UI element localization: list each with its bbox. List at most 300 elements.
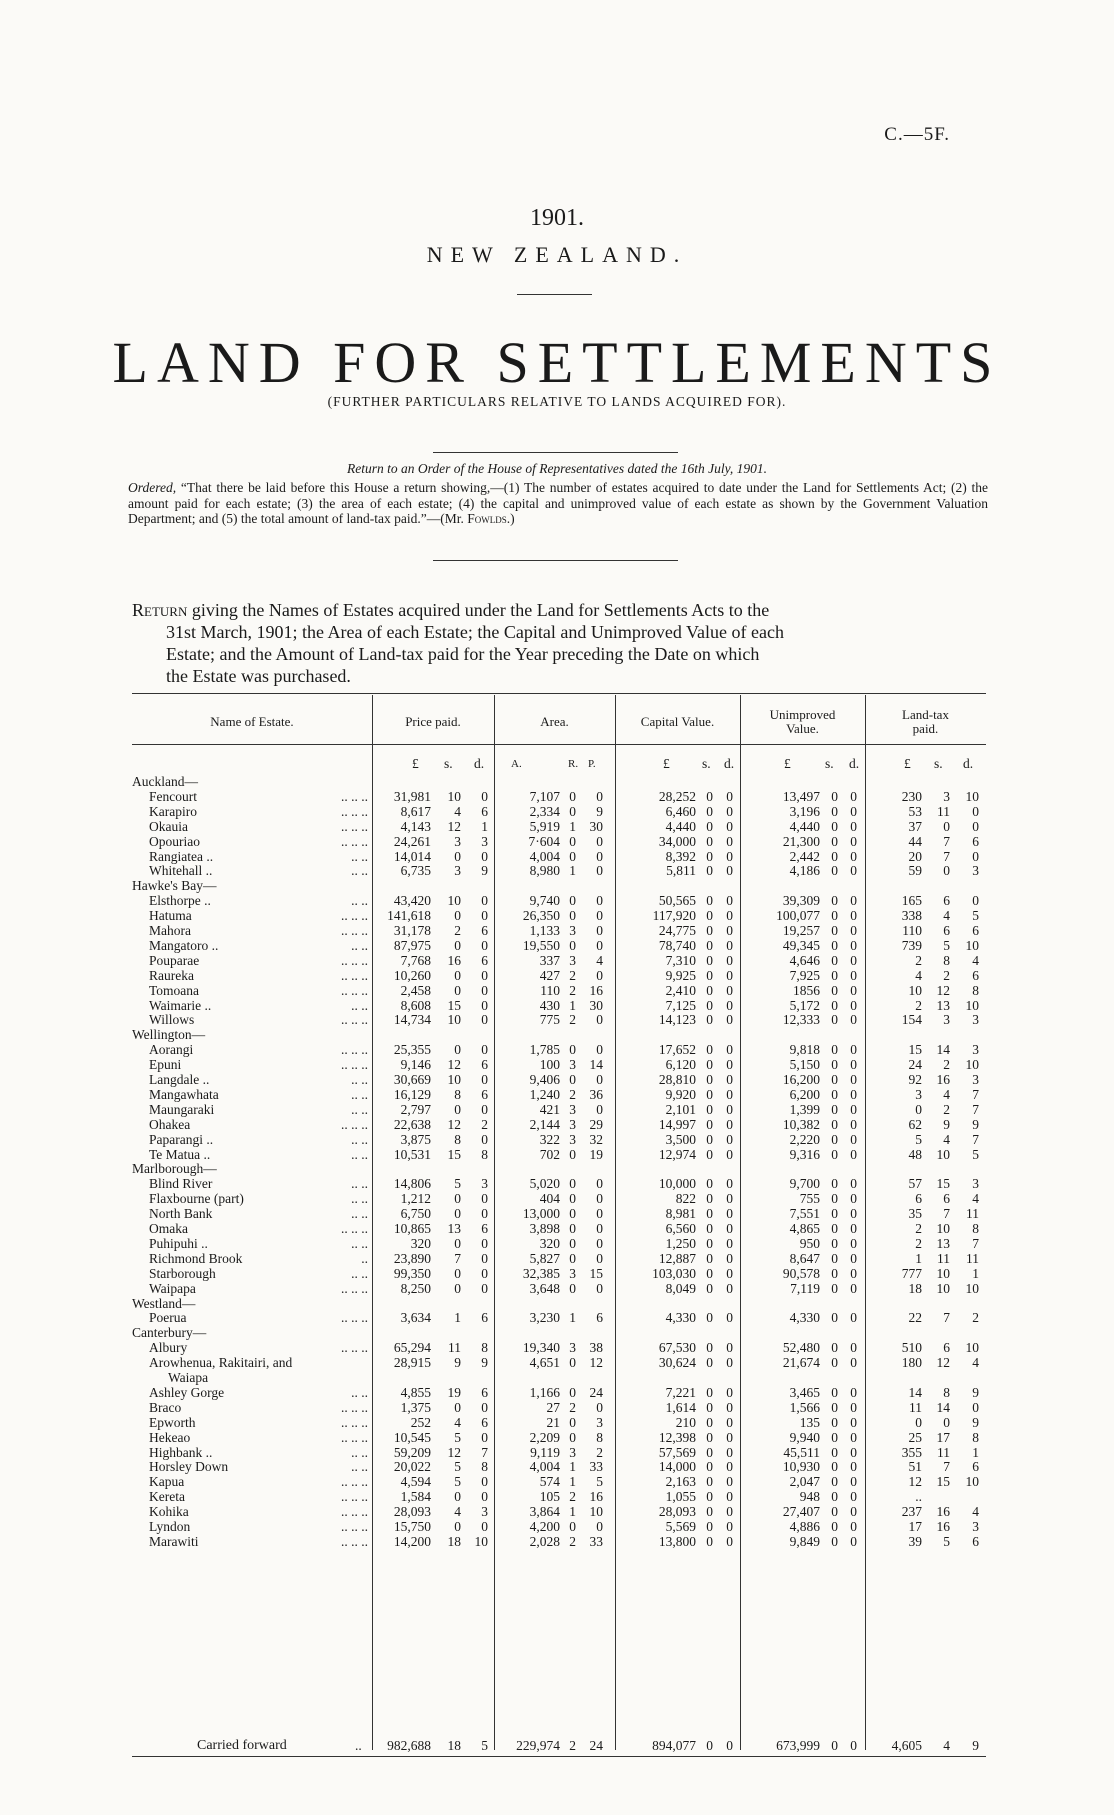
cell-price: 14,806 — [393, 1176, 431, 1192]
cell-price: 0 — [481, 1250, 488, 1266]
cell-unimproved: 4,330 — [789, 1310, 820, 1326]
cell-area: 9,406 — [529, 1072, 560, 1087]
cell-area: 10 — [589, 1504, 603, 1520]
cell-price: 12 — [447, 1057, 461, 1073]
cell-unimproved: 0 — [831, 1384, 838, 1400]
cell-area: 0 — [596, 1012, 603, 1028]
cell-unimproved: 0 — [831, 1206, 838, 1222]
cell-capital: 0 — [726, 803, 733, 819]
cell-tax: 0 — [972, 1399, 979, 1415]
cell-price: 10 — [474, 1533, 488, 1549]
cell-price: 0 — [454, 848, 461, 864]
cell-capital: 0 — [726, 923, 733, 938]
cell-area: 32 — [589, 1131, 603, 1147]
cell-capital: 12,398 — [658, 1429, 696, 1445]
cell-unimproved: 4,440 — [789, 818, 820, 834]
cell-area: 0 — [596, 848, 603, 864]
cell-unimproved: 90,578 — [782, 1265, 820, 1281]
page-subtitle: (FURTHER PARTICULARS RELATIVE TO LANDS ACQUIRED FOR). — [327, 394, 787, 409]
cell-price: 8 — [454, 1086, 461, 1102]
cell-tax: 777 — [901, 1265, 922, 1281]
unit-pound: £ — [663, 756, 670, 771]
leader-dots: .. .. — [351, 1072, 368, 1087]
cell-capital: 12,887 — [658, 1250, 696, 1266]
cell-area: 3 — [569, 1131, 576, 1147]
unit-pence: d. — [963, 756, 974, 771]
cell-unimproved: 0 — [850, 1131, 857, 1147]
cell-price: 59,209 — [393, 1444, 431, 1460]
cell-price: 0 — [481, 1131, 488, 1147]
cell-price: 0 — [481, 893, 488, 909]
cell-unimproved: 0 — [850, 1280, 857, 1296]
cell-tax: 7 — [943, 848, 950, 864]
cell-capital: 5,811 — [666, 863, 696, 879]
cell-capital: 0 — [726, 818, 733, 834]
cell-unimproved: 2,442 — [789, 848, 820, 864]
cell-tax: 10 — [908, 982, 922, 998]
cell-price: 10,545 — [393, 1429, 431, 1445]
cell-capital: 8,392 — [665, 848, 696, 864]
cell-capital: 78,740 — [658, 937, 696, 953]
carried-forward-dots: .. — [355, 1738, 362, 1753]
cell-area: 702 — [539, 1146, 560, 1162]
cell-capital: 0 — [706, 1221, 713, 1236]
cell-capital: 0 — [706, 1340, 713, 1356]
cell-price: 14,014 — [393, 848, 431, 864]
estate-name: Te Matua .. — [149, 1146, 211, 1162]
cell-tax: 355 — [901, 1444, 922, 1460]
carried-price: 18 — [447, 1738, 461, 1753]
cell-price: 0 — [454, 1235, 461, 1251]
cell-unimproved: 9,849 — [789, 1533, 820, 1549]
cell-price: 6 — [481, 1057, 488, 1073]
cell-tax: 6 — [972, 833, 979, 849]
cell-unimproved: 2,047 — [789, 1474, 820, 1490]
cell-unimproved: 0 — [831, 1235, 838, 1251]
cell-price: 1 — [481, 818, 488, 834]
carried-price: 5 — [481, 1738, 488, 1753]
cell-capital: 0 — [726, 1042, 733, 1058]
cell-capital: 0 — [706, 952, 713, 968]
cell-unimproved: 27,407 — [782, 1504, 820, 1520]
cell-price: 0 — [454, 1489, 461, 1505]
cell-unimproved: 1,399 — [789, 1101, 820, 1117]
cell-capital: 0 — [726, 1057, 733, 1073]
carried-area: 229,974 — [516, 1738, 560, 1753]
cell-capital: 7,221 — [665, 1384, 696, 1400]
cell-area: 27 — [546, 1399, 560, 1415]
cell-tax: 0 — [972, 818, 979, 834]
cell-unimproved: 10,382 — [782, 1116, 820, 1132]
cell-area: 0 — [596, 967, 603, 983]
leader-dots: .. .. — [351, 1191, 368, 1207]
cell-tax: 0 — [943, 863, 950, 879]
estate-name: Arowhenua, Rakitairi, and — [149, 1355, 293, 1371]
leader-dots: .. .. — [351, 1146, 368, 1162]
cell-capital: 0 — [726, 863, 733, 879]
cell-area: 3 — [569, 1340, 576, 1356]
cell-unimproved: 4,646 — [789, 952, 820, 968]
estate-name: Braco — [149, 1399, 182, 1415]
cell-price: 6,750 — [400, 1206, 431, 1222]
cell-capital: 0 — [726, 1206, 733, 1222]
estate-name: Kapua — [149, 1474, 185, 1490]
cell-tax: 3 — [972, 1519, 979, 1534]
cell-capital: 0 — [726, 1280, 733, 1296]
cell-price: 20,022 — [393, 1459, 431, 1475]
cell-tax: 16 — [936, 1519, 950, 1534]
cell-price: 2,458 — [400, 982, 431, 998]
cell-area: 0 — [569, 893, 576, 909]
unit-pound: £ — [904, 756, 911, 771]
cell-unimproved: 135 — [799, 1414, 820, 1430]
cell-tax: 1 — [972, 1444, 979, 1460]
cell-unimproved: 0 — [831, 1072, 838, 1087]
cell-price: 0 — [481, 967, 488, 983]
cell-area: 2 — [569, 1533, 576, 1549]
cell-price: 99,350 — [393, 1265, 431, 1281]
cell-price: 7,768 — [400, 952, 431, 968]
cell-unimproved: 9,818 — [789, 1042, 820, 1058]
cell-capital: 0 — [726, 1221, 733, 1236]
cell-tax: 8 — [972, 1221, 979, 1236]
cell-area: 2 — [569, 1012, 576, 1028]
cell-tax: 2 — [915, 1221, 922, 1236]
cell-unimproved: 10,930 — [782, 1459, 820, 1475]
cell-tax: 10 — [936, 1221, 950, 1236]
cell-area: 0 — [569, 1206, 576, 1222]
cell-capital: 7,310 — [665, 952, 696, 968]
carried-unimproved: 0 — [850, 1738, 857, 1753]
cell-area: 322 — [539, 1131, 560, 1147]
cell-unimproved: 0 — [850, 833, 857, 849]
cell-capital: 8,049 — [665, 1280, 696, 1296]
cell-unimproved: 9,316 — [789, 1146, 820, 1162]
cell-tax: 0 — [972, 893, 979, 909]
cell-price: 1,584 — [400, 1489, 431, 1505]
cell-area: 1 — [569, 1474, 576, 1490]
leader-dots: .. .. .. — [341, 967, 368, 983]
cell-tax: 4 — [943, 908, 950, 924]
cell-capital: 0 — [726, 1116, 733, 1132]
cell-area: 100 — [539, 1057, 560, 1073]
cell-capital: 0 — [706, 1072, 713, 1087]
cell-price: 16 — [447, 952, 461, 968]
column-divider — [865, 695, 866, 1750]
cell-tax: 3 — [943, 788, 950, 804]
column-header-landtax: Land-tax paid. — [902, 707, 949, 736]
cell-tax: 6 — [943, 1191, 950, 1207]
estate-name: Puhipuhi .. — [149, 1235, 208, 1251]
cell-tax: 17 — [936, 1429, 950, 1445]
cell-area: 2 — [569, 1489, 576, 1505]
cell-price: 0 — [481, 1235, 488, 1251]
cell-unimproved: 755 — [799, 1191, 820, 1207]
cell-price: 25,355 — [393, 1042, 431, 1058]
cell-price: 1 — [454, 1310, 461, 1326]
cell-tax: 14 — [936, 1042, 950, 1058]
cell-area: 0 — [596, 923, 603, 938]
cell-capital: 0 — [706, 937, 713, 953]
cell-price: 10 — [447, 893, 461, 909]
document-year: 1901. — [530, 205, 584, 231]
cell-price: 0 — [481, 1519, 488, 1534]
ordered-word: Ordered, — [128, 480, 177, 495]
cell-price: 10 — [447, 788, 461, 804]
cell-area: 4,651 — [529, 1355, 560, 1371]
cell-price: 12 — [447, 818, 461, 834]
cell-area: 0 — [596, 1221, 603, 1236]
carried-area: 24 — [589, 1738, 603, 1753]
cell-price: 10 — [447, 1012, 461, 1028]
cell-price: 0 — [481, 982, 488, 998]
cell-unimproved: 0 — [850, 1459, 857, 1475]
cell-area: 0 — [569, 848, 576, 864]
cell-price: 0 — [481, 937, 488, 953]
cell-area: 0 — [569, 1519, 576, 1534]
cell-area: 0 — [596, 1399, 603, 1415]
cell-tax: 10 — [965, 788, 979, 804]
cell-unimproved: 0 — [850, 1012, 857, 1028]
cell-area: 1 — [569, 818, 576, 834]
cell-unimproved: 0 — [831, 967, 838, 983]
cell-area: 2,144 — [529, 1116, 560, 1132]
leader-dots: .. .. .. — [341, 1474, 368, 1490]
cell-capital: 9,920 — [665, 1086, 696, 1102]
leader-dots: .. .. — [351, 997, 368, 1013]
cell-area: 26,350 — [522, 908, 560, 924]
cell-tax: 3 — [972, 1072, 979, 1087]
cell-area: 5,827 — [529, 1250, 560, 1266]
cell-tax: 10 — [965, 1340, 979, 1356]
cell-unimproved: 0 — [831, 1116, 838, 1132]
cell-unimproved: 0 — [850, 908, 857, 924]
cell-unimproved: 0 — [850, 1489, 857, 1505]
cell-tax: 9 — [972, 1384, 979, 1400]
cell-price: 8,617 — [400, 803, 431, 819]
cell-capital: 0 — [726, 833, 733, 849]
cell-tax: 7 — [972, 1101, 979, 1117]
carried-capital: 894,077 — [652, 1738, 696, 1753]
cell-capital: 9,925 — [665, 967, 696, 983]
cell-area: 8 — [596, 1429, 603, 1445]
cell-unimproved: 3,465 — [789, 1384, 820, 1400]
cell-price: 8 — [481, 1146, 488, 1162]
leader-dots: .. .. .. — [341, 1489, 368, 1505]
column-header-unimproved: Unimproved Value. — [769, 707, 836, 736]
cell-price: 2 — [454, 923, 461, 938]
cell-tax: 0 — [972, 848, 979, 864]
cell-area: 0 — [596, 1250, 603, 1266]
cell-area: 0 — [596, 1206, 603, 1222]
cell-capital: 0 — [726, 1459, 733, 1475]
cell-tax: 6 — [972, 1533, 979, 1549]
cell-capital: 12,974 — [658, 1146, 696, 1162]
cell-area: 3 — [569, 1057, 576, 1073]
cell-area: 6 — [596, 1310, 603, 1326]
leader-dots: .. .. .. — [341, 1012, 368, 1028]
cell-capital: 10,000 — [658, 1176, 696, 1192]
cell-tax: 1 — [915, 1250, 922, 1266]
cell-tax: 11 — [937, 1250, 950, 1266]
cell-tax: 2 — [915, 952, 922, 968]
estate-name: Raureka — [149, 967, 194, 983]
cell-capital: 0 — [726, 1086, 733, 1102]
estate-name: Flaxbourne (part) — [149, 1191, 244, 1207]
cell-capital: 5,569 — [665, 1519, 696, 1534]
cell-area: 4,004 — [529, 848, 560, 864]
cell-area: 5 — [596, 1474, 603, 1490]
cell-unimproved: 0 — [850, 1206, 857, 1222]
cell-area: 0 — [569, 803, 576, 819]
cell-tax: 6 — [943, 923, 950, 938]
cell-area: 2,209 — [529, 1429, 560, 1445]
cell-area: 0 — [596, 893, 603, 909]
cell-unimproved: 45,511 — [783, 1444, 820, 1460]
cell-capital: 0 — [726, 1012, 733, 1028]
cell-unimproved: 0 — [850, 1340, 857, 1356]
cell-unimproved: 0 — [831, 833, 838, 849]
cell-price: 6 — [481, 952, 488, 968]
cell-area: 0 — [569, 1414, 576, 1430]
cell-unimproved: 8,647 — [789, 1250, 820, 1266]
cell-area: 0 — [596, 908, 603, 924]
ordered-text: “That there be laid before this House a return showing,—(1) The number of estates acquired to date under the Land for Settlements Act; (2) the amount paid for each estate; (3) the area of each estate; (4) the capital and unimproved value of each estate as shown by the Government Valuation Department; and (5) the total amount of land-tax paid.”—(Mr. — [128, 480, 988, 526]
cell-tax: 18 — [908, 1280, 922, 1296]
cell-price: 4 — [454, 1504, 461, 1520]
cell-tax: 7 — [943, 1459, 950, 1475]
return-line-2: 31st March, 1901; the Area of each Estate; the Capital and Unimproved Value of each — [166, 622, 784, 642]
cell-price: 11 — [448, 1340, 461, 1356]
cell-unimproved: 0 — [831, 1146, 838, 1162]
cell-tax: 3 — [972, 1012, 979, 1028]
cell-capital: 3,500 — [665, 1131, 696, 1147]
cell-price: 5 — [454, 1429, 461, 1445]
cell-area: 0 — [569, 1042, 576, 1058]
cell-capital: 0 — [726, 997, 733, 1013]
cell-tax: 9 — [972, 1116, 979, 1132]
cell-price: 0 — [454, 937, 461, 953]
estate-name: Rangiatea .. — [149, 848, 214, 864]
cell-price: 1,212 — [400, 1191, 431, 1207]
unit-pence: d. — [724, 756, 735, 771]
estate-name: Marawiti — [149, 1533, 199, 1549]
cell-tax: 10 — [936, 1146, 950, 1162]
column-header-capital: Capital Value. — [640, 714, 715, 729]
cell-price: 14,734 — [393, 1012, 431, 1028]
leader-dots: .. — [361, 1250, 368, 1266]
cell-capital: 0 — [706, 1519, 713, 1534]
cell-capital: 0 — [726, 1414, 733, 1430]
cell-tax: 17 — [908, 1519, 922, 1534]
cell-price: 65,294 — [393, 1340, 431, 1356]
cell-capital: 210 — [675, 1414, 696, 1430]
cell-price: 0 — [454, 1101, 461, 1117]
cell-area: 0 — [596, 1519, 603, 1534]
cell-area: 15 — [589, 1265, 603, 1281]
cell-unimproved: 0 — [831, 1191, 838, 1207]
cell-price: 23,890 — [393, 1250, 431, 1266]
leader-dots: .. .. — [351, 1384, 368, 1400]
estate-name: Kereta — [149, 1489, 185, 1505]
cell-price: 8 — [481, 1459, 488, 1475]
leader-dots: .. .. — [351, 893, 368, 909]
cell-tax: 7 — [943, 833, 950, 849]
cell-unimproved: 0 — [850, 967, 857, 983]
cell-capital: 0 — [726, 893, 733, 909]
cell-capital: 0 — [706, 1384, 713, 1400]
cell-unimproved: 0 — [831, 1250, 838, 1266]
cell-tax: 10 — [936, 1280, 950, 1296]
cell-area: 1 — [569, 863, 576, 879]
cell-price: 3 — [481, 833, 488, 849]
cell-price: 4,855 — [400, 1384, 431, 1400]
cell-price: 24,261 — [393, 833, 431, 849]
cell-capital: 1,250 — [665, 1235, 696, 1251]
cell-capital: 2,163 — [665, 1474, 696, 1490]
cell-unimproved: 0 — [831, 1221, 838, 1236]
cell-unimproved: 19,257 — [782, 923, 820, 938]
cell-capital: 14,997 — [658, 1116, 696, 1132]
cell-area: 3 — [569, 1444, 576, 1460]
cell-price: 4,143 — [400, 818, 431, 834]
cell-capital: 0 — [706, 1086, 713, 1102]
cell-unimproved: 39,309 — [782, 893, 820, 909]
cell-area: 3 — [569, 1116, 576, 1132]
unit-pence: d. — [849, 756, 860, 771]
leader-dots: .. .. .. — [341, 1310, 368, 1326]
cell-capital: 0 — [706, 1146, 713, 1162]
cell-price: 8,250 — [400, 1280, 431, 1296]
cell-capital: 0 — [706, 1474, 713, 1490]
cell-unimproved: 0 — [850, 1250, 857, 1266]
cell-tax: 4 — [972, 952, 979, 968]
cell-tax: 3 — [972, 1042, 979, 1058]
cell-area: 0 — [569, 833, 576, 849]
cell-price: 10,865 — [393, 1221, 431, 1236]
cell-unimproved: 0 — [850, 1519, 857, 1534]
cell-price: 0 — [454, 982, 461, 998]
cell-price: 28,093 — [393, 1504, 431, 1520]
cell-price: 22,638 — [393, 1116, 431, 1132]
cell-capital: 0 — [706, 1057, 713, 1073]
cell-area: 1 — [569, 1459, 576, 1475]
cell-area: 2 — [569, 1399, 576, 1415]
cell-tax: 2 — [943, 967, 950, 983]
cell-tax: 6 — [915, 1191, 922, 1207]
cell-unimproved: 0 — [831, 937, 838, 953]
cell-capital: 117,920 — [652, 908, 696, 924]
cell-capital: 0 — [726, 1146, 733, 1162]
estate-name: Horsley Down — [149, 1459, 229, 1475]
cell-tax: 237 — [901, 1504, 922, 1520]
cell-tax: 14 — [908, 1384, 922, 1400]
cell-unimproved: 0 — [831, 923, 838, 938]
cell-capital: 0 — [726, 937, 733, 953]
cell-area: 32,385 — [522, 1265, 560, 1281]
cell-unimproved: 0 — [831, 952, 838, 968]
estate-name: Highbank .. — [149, 1444, 213, 1460]
cell-unimproved: 0 — [850, 937, 857, 953]
estate-name: Paparangi .. — [149, 1131, 214, 1147]
cell-tax: 3 — [972, 863, 979, 879]
cell-unimproved: 4,886 — [789, 1519, 820, 1534]
cell-unimproved: 0 — [831, 1340, 838, 1356]
cell-price: 5 — [454, 1459, 461, 1475]
cell-capital: 0 — [706, 1116, 713, 1132]
cell-capital: 14,000 — [658, 1459, 696, 1475]
cell-price: 0 — [481, 1429, 488, 1445]
